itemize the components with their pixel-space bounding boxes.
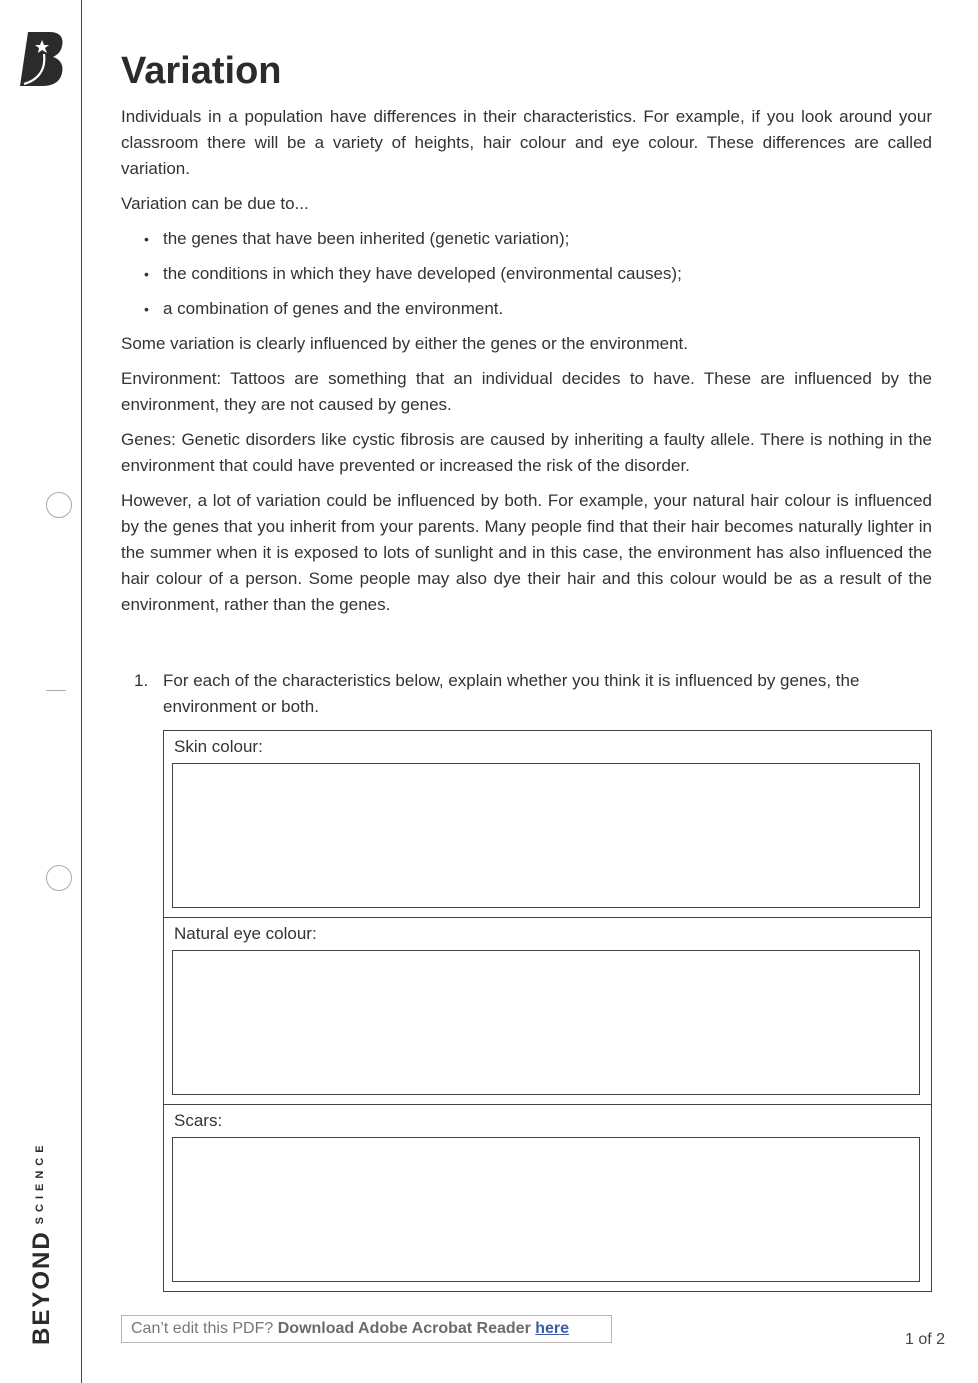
- answer-label: Skin colour:: [174, 737, 263, 756]
- margin-line: [81, 0, 82, 1383]
- intro-lead: Variation can be due to...: [121, 194, 309, 213]
- beyond-b-logo-icon: [20, 30, 64, 88]
- paragraph-environment: Environment: Tattoos are something that an individual decides to have. These are influenced by the environment, they are not caused by genes.: [121, 369, 932, 414]
- note-bold: Download Adobe Acrobat Reader: [277, 1320, 536, 1337]
- question-1: [121, 668, 932, 720]
- list-item: • a combination of genes and the environment.: [163, 296, 932, 322]
- worksheet-content: [121, 48, 932, 1292]
- page-indicator: 1 of 2: [904, 1331, 945, 1348]
- punch-hole-bottom: [46, 865, 72, 891]
- list-item: • the genes that have been inherited (genetic variation);: [163, 226, 932, 252]
- answer-label: Scars:: [174, 1111, 223, 1130]
- intro-paragraph: Individuals in a population have differences in their characteristics. For example, if you look around your classroom there will be a variety of heights, hair colour and eye colour. These differences are called variation.: [121, 107, 932, 178]
- list-item: • the conditions in which they have developed (environmental causes);: [163, 261, 932, 287]
- acrobat-download-note: [121, 1315, 612, 1343]
- note-prefix: Can’t edit this PDF?: [131, 1320, 278, 1337]
- skin-colour-field[interactable]: [172, 763, 920, 908]
- brand-name-primary: BEYOND: [28, 1230, 55, 1345]
- download-here-link[interactable]: here: [535, 1320, 570, 1337]
- paragraph-clear-influence: Some variation is clearly influenced by either the genes or the environment.: [121, 334, 688, 353]
- answer-label: Natural eye colour:: [174, 924, 317, 943]
- page-title: Variation: [121, 50, 282, 92]
- paragraph-both: However, a lot of variation could be influenced by both. For example, your natural hair colour is influenced by the genes that you inherit from your parents. Many people find that their hair becomes naturally lighter in the summer when it is exposed to lots of sunlight and in this case, the environment has also influenced the hair colour of a person. Some people may also dye their hair and this colour would be as a result of the environment, rather than the genes.: [121, 491, 932, 614]
- fold-mark: [46, 690, 66, 691]
- natural-eye-colour-field[interactable]: [172, 950, 920, 1095]
- answer-skin-colour: [164, 731, 931, 917]
- causes-list: [121, 226, 932, 322]
- scars-field[interactable]: [172, 1137, 920, 1282]
- answer-scars: [164, 1104, 931, 1291]
- paragraph-genes: Genes: Genetic disorders like cystic fibrosis are caused by inheriting a faulty allele. There is nothing in the environment that could have prevented or increased the risk of the disorder.: [121, 430, 932, 475]
- answer-table: [163, 730, 932, 1292]
- brand-name-secondary: SCIENCE: [34, 1140, 46, 1225]
- question-text: For each of the characteristics below, explain whether you think it is influenced by genes, the environment or both.: [163, 671, 860, 716]
- punch-hole-top: [46, 492, 72, 518]
- answer-natural-eye-colour: [164, 917, 931, 1104]
- brand-wordmark: [28, 1140, 56, 1345]
- question-number: 1.: [134, 671, 149, 690]
